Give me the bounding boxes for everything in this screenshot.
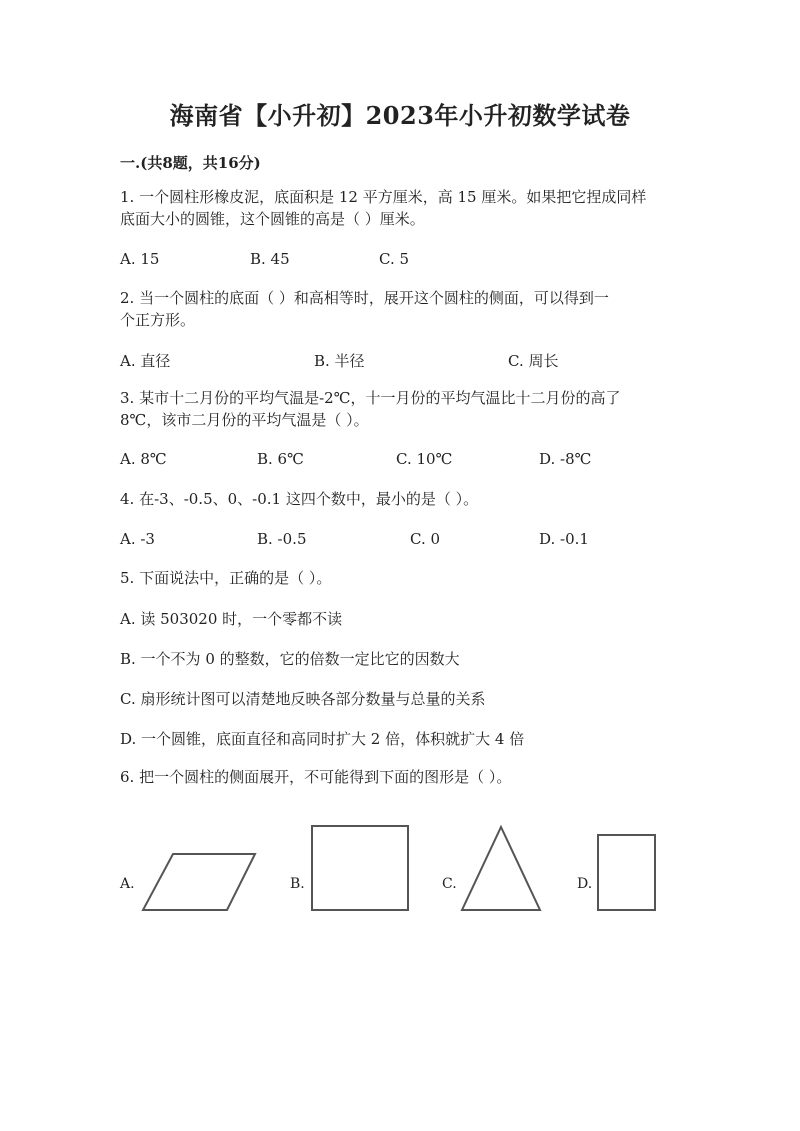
exam-title: 海南省【小升初】2023年小升初数学试卷 <box>169 101 631 130</box>
q6-option-b-label: B. <box>290 876 305 892</box>
q6-option-a-label: A. <box>120 876 135 892</box>
rectangle-shape <box>598 835 655 910</box>
q1-option-b: B. 45 <box>250 250 290 268</box>
q2-option-a: A. 直径 <box>120 352 171 370</box>
q6-option-c-label: C. <box>442 876 457 892</box>
question-4-line-1: 4. 在-3、-0.5、0、-0.1 这四个数中，最小的是（ ）。 <box>120 490 479 508</box>
q3-option-d: D. -8℃ <box>539 450 592 468</box>
q1-option-a: A. 15 <box>120 250 160 268</box>
question-5-line-1: 5. 下面说法中，正确的是（ ）。 <box>120 569 332 587</box>
q4-option-c: C. 0 <box>410 530 441 548</box>
q5-option-d: D. 一个圆锥，底面直径和高同时扩大 2 倍，体积就扩大 4 倍 <box>120 730 525 748</box>
q4-option-d: D. -0.1 <box>539 530 589 548</box>
question-6-line-1: 6. 把一个圆柱的侧面展开，不可能得到下面的图形是（ ）。 <box>120 768 512 786</box>
question-1-line-2: 底面大小的圆锥，这个圆锥的高是（ ）厘米。 <box>120 210 425 228</box>
question-3-line-1: 3. 某市十二月份的平均气温是-2℃，十一月份的平均气温比十二月份的高了 <box>120 389 621 407</box>
q3-option-b: B. 6℃ <box>257 450 304 468</box>
q1-option-c: C. 5 <box>379 250 410 268</box>
section-heading: 一.(共8题，共16分) <box>120 154 261 172</box>
q3-option-c: C. 10℃ <box>396 450 453 468</box>
parallelogram-shape <box>143 854 255 910</box>
question-2-line-2: 个正方形。 <box>120 311 196 329</box>
question-2-line-1: 2. 当一个圆柱的底面（ ）和高相等时，展开这个圆柱的侧面，可以得到一 <box>120 289 609 307</box>
q2-option-c: C. 周长 <box>508 352 559 370</box>
q3-option-a: A. 8℃ <box>120 450 167 468</box>
q6-option-d-label: D. <box>577 876 593 892</box>
q6-shapes-figure <box>0 815 800 925</box>
q4-option-a: A. -3 <box>120 530 155 548</box>
question-3-line-2: 8℃，该市二月份的平均气温是（ ）。 <box>120 411 369 429</box>
q4-option-b: B. -0.5 <box>257 530 307 548</box>
question-1-line-1: 1. 一个圆柱形橡皮泥，底面积是 12 平方厘米，高 15 厘米。如果把它捏成同样 <box>120 188 647 206</box>
q5-option-c: C. 扇形统计图可以清楚地反映各部分数量与总量的关系 <box>120 690 486 708</box>
square-shape <box>312 826 408 910</box>
q5-option-a: A. 读 503020 时，一个零都不读 <box>120 610 343 628</box>
q2-option-b: B. 半径 <box>314 352 365 370</box>
q5-option-b: B. 一个不为 0 的整数，它的倍数一定比它的因数大 <box>120 650 460 668</box>
triangle-shape <box>462 827 540 910</box>
